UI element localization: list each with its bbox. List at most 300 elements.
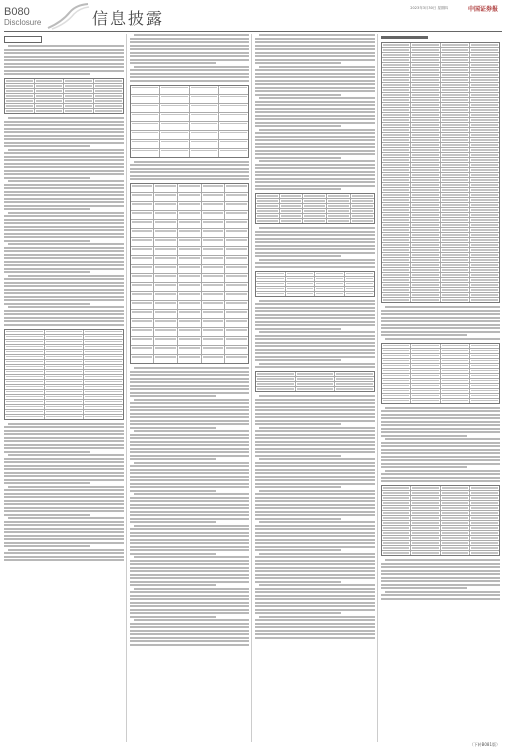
cell-text [383,294,410,295]
table-row [131,238,249,247]
cell-text [442,532,469,533]
cell-text [132,185,153,186]
cell-text [6,366,43,367]
text-line [130,591,250,593]
cell-text [412,134,439,135]
text-line [4,299,124,301]
text-line [130,69,250,71]
cell-text [471,400,498,401]
table-cell [470,153,499,157]
text-line [130,539,250,541]
text-line [255,500,375,502]
cell-text [442,517,469,518]
cell-text [6,406,43,407]
text-line [255,469,375,471]
cell-text [412,527,439,528]
cell-text [442,84,469,85]
table-cell [382,546,412,550]
table-cell [411,354,441,358]
table-cell [225,346,248,354]
table-cell [411,551,441,555]
cell-text [328,220,349,221]
cell-text [203,356,224,357]
cell-text [6,416,43,417]
text-line [130,476,250,478]
cell-text [85,416,122,417]
table-cell [202,211,226,219]
table-row [131,211,249,220]
cell-text [6,105,33,106]
table-cell [411,98,441,102]
cell-text [383,492,410,493]
cell-text [471,189,498,190]
cell-text [85,346,122,347]
text-line [130,378,250,380]
cell-text [383,552,410,553]
table-cell [411,258,441,262]
table-cell [470,531,499,535]
cell-text [383,69,410,70]
table-cell [441,506,471,510]
cell-text [203,266,224,267]
cell-text [383,149,410,150]
table-cell [225,220,248,228]
table-cell [64,109,94,113]
text-line [130,171,250,173]
table-cell [411,173,441,177]
text-line [4,135,124,137]
text-line [130,581,250,583]
table-cell [315,292,345,296]
cell-text [191,150,218,151]
cell-text [220,105,247,106]
table-cell [441,68,471,72]
table-cell [351,194,374,198]
cell-text [383,189,410,190]
text-line [259,584,375,586]
cell-text [442,542,469,543]
table-cell [335,372,374,376]
table-cell [5,395,45,399]
cell-text [442,159,469,160]
text-line [134,525,250,527]
text-line [130,451,250,453]
table-cell [382,389,412,393]
table-cell [470,238,499,242]
table-cell [154,184,178,192]
text-line [4,128,124,130]
cell-text [412,492,439,493]
cell-text [155,221,176,222]
text-line [255,83,375,85]
text-line [4,166,124,168]
cell-text [442,49,469,50]
cell-text [257,220,278,221]
text-line [4,303,90,305]
cell-text [471,109,498,110]
cell-text [203,293,224,294]
cell-text [442,209,469,210]
cell-text [442,395,469,396]
table-cell [470,183,499,187]
table-cell [256,204,280,208]
table-cell [5,380,45,384]
table-cell [411,148,441,152]
cell-text [203,284,224,285]
cell-text [412,114,439,115]
text-line [255,94,341,96]
table-cell [131,140,161,148]
text-line [259,490,375,492]
text-line [130,444,250,446]
cell-text [442,552,469,553]
cell-text [442,234,469,235]
cell-text [442,522,469,523]
cell-text [6,376,43,377]
cell-text [226,338,247,339]
cell-text [471,84,498,85]
text-line [8,306,124,308]
text-line [381,477,501,479]
cell-text [412,370,439,371]
text-line [255,525,375,527]
text-line [4,138,124,140]
cell-text [471,507,498,508]
table-cell [411,218,441,222]
table-cell [296,382,336,386]
text-line [4,170,124,172]
cell-text [471,370,498,371]
cell-text [471,487,498,488]
cell-text [442,249,469,250]
text-line [259,259,375,261]
cell-text [226,248,247,249]
table-cell [411,88,441,92]
cell-text [383,507,410,508]
table-cell [256,377,296,381]
cell-text [412,385,439,386]
table-cell [411,123,441,127]
table-cell [345,287,374,291]
data-table [4,78,124,114]
text-line [259,160,375,162]
cell-text [36,105,63,106]
cell-text [46,336,83,337]
text-line [130,441,250,443]
text-line [4,250,124,252]
table-cell [382,168,412,172]
text-line [130,48,250,50]
cell-text [179,275,200,276]
cell-text [412,59,439,60]
text-line [255,245,375,247]
cell-text [220,87,247,88]
cell-text [442,144,469,145]
table-cell [5,89,35,93]
cell-text [6,391,43,392]
cell-text [203,212,224,213]
text-line [134,399,250,401]
cell-text [471,89,498,90]
text-line [381,563,501,565]
text-line [381,449,501,451]
text-line [381,410,501,412]
cell-text [471,134,498,135]
table-cell [382,233,412,237]
cell-text [383,527,410,528]
table-cell [470,491,499,495]
table-cell [225,274,248,282]
cell-text [383,144,410,145]
cell-text [412,537,439,538]
text-line [130,602,250,604]
table-cell [441,148,471,152]
cell-text [442,350,469,351]
cell-text [155,266,176,267]
text-line [4,556,124,558]
cell-text [412,355,439,356]
cell-text [383,209,410,210]
table-cell [411,108,441,112]
cell-text [383,159,410,160]
cell-text [257,205,278,206]
table-cell [411,379,441,383]
table-cell [470,213,499,217]
table-cell [470,354,499,358]
table-cell [411,298,441,302]
table-cell [286,287,316,291]
cell-text [412,109,439,110]
text-line [255,546,375,548]
cell-text [220,114,247,115]
cell-text [352,200,373,201]
table-cell [382,506,412,510]
text-line [255,493,375,495]
table-cell [441,389,471,393]
table-cell [441,158,471,162]
table-cell [441,263,471,267]
table-cell [441,243,471,247]
cell-text [412,502,439,503]
cell-text [442,119,469,120]
cell-text [442,345,469,346]
cell-text [383,522,410,523]
table-cell [470,253,499,257]
table-cell [470,43,499,47]
table-cell [382,138,412,142]
table-cell [35,99,65,103]
cell-text [179,239,200,240]
table-cell [256,199,280,203]
text-line [255,462,375,464]
table-cell [411,248,441,252]
cell-text [383,194,410,195]
text-line [130,553,216,555]
cell-text [226,203,247,204]
text-line [255,366,375,368]
table-cell [441,213,471,217]
table-cell [315,287,345,291]
table-cell [280,194,304,198]
table-row [131,328,249,337]
text-line [255,535,375,537]
text-line [4,559,124,561]
table-cell [154,319,178,327]
table-cell [154,265,178,273]
text-line [4,545,90,547]
cell-text [383,390,410,391]
text-line [130,511,250,513]
cell-text [226,257,247,258]
table-cell [178,220,202,228]
text-line [255,45,375,47]
cell-text [442,279,469,280]
cell-text [471,365,498,366]
table-cell [470,394,499,398]
table-cell [441,536,471,540]
text-line [381,594,501,596]
table-cell [327,204,351,208]
table-cell [411,143,441,147]
cell-text [471,124,498,125]
table-cell [411,188,441,192]
text-line [381,442,501,444]
cell-text [412,89,439,90]
text-line [255,591,375,593]
text-line [130,73,250,75]
table-cell [382,258,412,262]
text-line [4,59,124,61]
table-cell [441,354,471,358]
table-row [5,415,123,419]
table-cell [470,263,499,267]
text-line [255,188,341,190]
table-cell [441,123,471,127]
text-line [381,577,501,579]
cell-text [383,259,410,260]
text-line [259,395,375,397]
cell-text [471,54,498,55]
cell-text [442,199,469,200]
table-cell [45,365,85,369]
table-cell [441,118,471,122]
text-line [4,479,124,481]
text-line [255,542,375,544]
table-cell [411,78,441,82]
table-cell [382,293,412,297]
text-line [255,602,375,604]
table-cell [411,133,441,137]
table-cell [470,233,499,237]
publish-date: 2023年3月30日 星期四 [410,6,448,10]
cell-text [471,114,498,115]
text-line [381,463,501,465]
cell-text [191,114,218,115]
text-line [381,428,501,430]
table-cell [470,379,499,383]
table-cell [225,310,248,318]
table-cell [441,88,471,92]
text-line [255,420,375,422]
cell-text [346,293,373,294]
cell-text [442,189,469,190]
table-cell [382,188,412,192]
text-line [255,101,375,103]
table-cell [411,228,441,232]
cell-text [132,347,153,348]
text-line [381,421,501,423]
table-cell [411,506,441,510]
cell-text [383,129,410,130]
text-line [255,560,375,562]
cell-text [85,331,122,332]
table-cell [131,184,155,192]
table-cell [84,405,123,409]
text-line [130,644,250,646]
text-line [130,560,250,562]
cell-text [132,329,153,330]
text-line [4,278,124,280]
cell-text [383,400,410,401]
table-row [256,219,374,223]
cell-text [412,229,439,230]
cell-text [442,239,469,240]
cell-text [6,95,33,96]
table-cell [84,345,123,349]
cell-text [471,380,498,381]
cell-text [155,212,176,213]
table-cell [303,214,327,218]
table-cell [351,199,374,203]
text-line [259,521,375,523]
text-line [4,173,124,175]
table-cell [441,551,471,555]
text-line [255,317,375,319]
table-cell [382,263,412,267]
table-cell [441,486,471,490]
text-line [130,175,250,177]
text-line [255,115,375,117]
table-cell [382,349,412,353]
cell-text [155,347,176,348]
table-cell [411,253,441,257]
table-cell [327,219,351,223]
cell-text [257,293,284,294]
table-cell [154,337,178,345]
table-cell [382,394,412,398]
text-line [134,619,250,621]
text-line [4,226,124,228]
text-line [4,475,124,477]
table-cell [441,521,471,525]
text-line [255,574,375,576]
text-line [381,445,501,447]
table-cell [202,355,226,363]
table-cell [470,369,499,373]
text-line [130,76,250,78]
text-line [255,570,375,572]
table-cell [441,394,471,398]
text-line [259,34,375,36]
table-cell [382,344,412,348]
cell-text [383,219,410,220]
table-cell [131,202,155,210]
cell-text [412,74,439,75]
table-cell [154,301,178,309]
table-cell [303,194,327,198]
cell-text [155,302,176,303]
cell-text [287,273,314,274]
